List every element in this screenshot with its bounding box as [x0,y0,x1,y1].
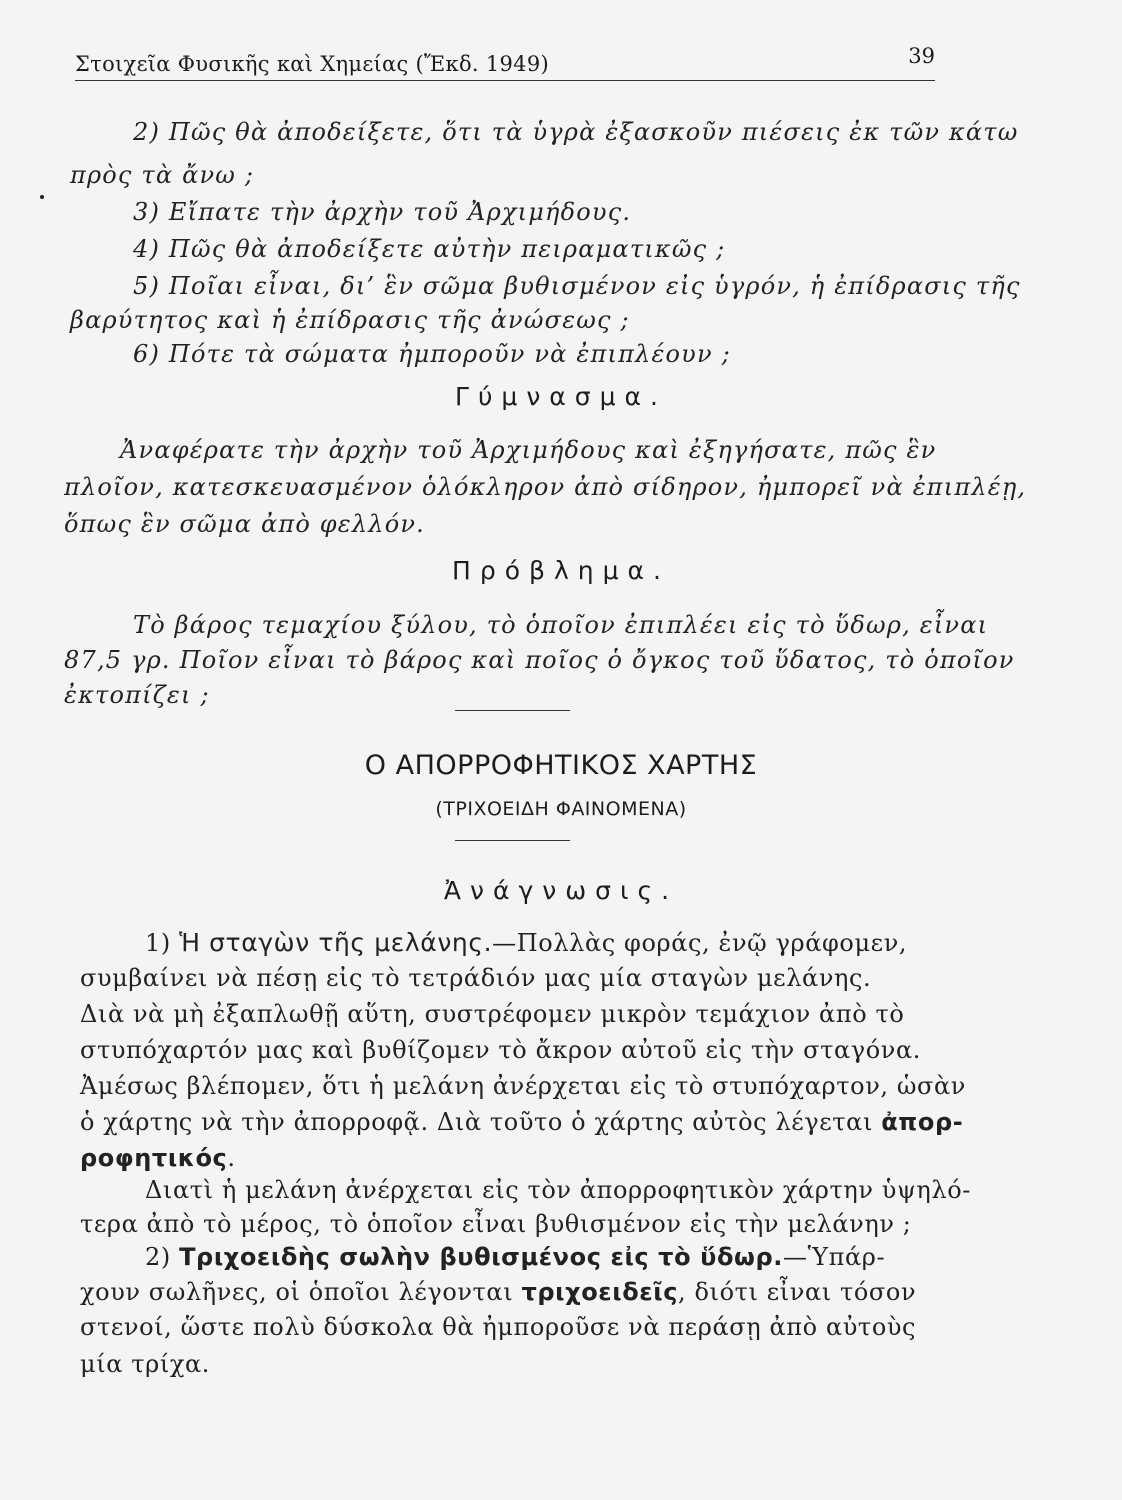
exercise-line-2: πλοῖον, κατεσκευασμένον ὁλόκληρον ἀπὸ σίδηρον, ἠμπορεῖ νὰ ἐπιπλέῃ, [64,473,1027,501]
reading-heading: Ἀνάγνωσις. [443,876,679,905]
paragraph-1-question-line-1: Διατὶ ἡ μελάνη ἀνέρχεται εἰς τὸν ἀπορροφητικὸν χάρτην ὑψηλό- [145,1176,971,1204]
paragraph-1-line-6-text: ὁ χάρτης νὰ τὴν ἀπορροφᾷ. Διὰ τοῦτο ὁ χάρτης αὐτὸς λέγεται [80,1108,882,1136]
paragraph-1-line-3: Διὰ νὰ μὴ ἐξαπλωθῇ αὕτη, συστρέφομεν μικρὸν τεμάχιον ἀπὸ τὸ [80,1000,905,1028]
paragraph-1-line-6 [0,1108,1122,1136]
paragraph-1-line-5: Ἀμέσως βλέπομεν, ὅτι ἡ μελάνη ἀνέρχεται εἰς τὸ στυπόχαρτον, ὡσὰν [80,1072,966,1100]
paragraph-2-line-2-end: , διότι εἶναι τόσον [678,1278,917,1306]
paragraph-1-line-1 [0,928,1122,957]
paragraph-1-line-6-bold: ἀπορ- [881,1108,964,1136]
problem-line-3: ἐκτοπίζει ; [64,681,210,709]
paragraph-2-line-2-start: χουν σωλῆνες, οἱ ὁποῖοι λέγονται [80,1278,522,1306]
exercise-line-3: ὅπως ἓν σῶμα ἀπὸ φελλόν. [64,510,425,538]
problem-heading: Πρόβλημα. [452,556,670,585]
running-header [75,44,935,82]
problem-line-2: 87,5 γρ. Ποῖον εἶναι τὸ βάρος καὶ ποῖος ὁ ὄγκος τοῦ ὕδατος, τὸ ὁποῖον [64,646,1015,674]
paragraph-1-number: 1) [145,929,180,957]
paragraph-1-line-2: συμβαίνει νὰ πέσῃ εἰς τὸ τετράδιόν μας μία σταγὼν μελάνης. [80,964,872,992]
question-5-line-1: 5) Ποῖαι εἶναι, δι’ ἓν σῶμα βυθισμένον εἰς ὑγρόν, ἡ ἐπίδρασις τῆς [133,272,1021,300]
paragraph-1-question-line-2: τερα ἀπὸ τὸ μέρος, τὸ ὁποῖον εἶναι βυθισμένον εἰς τὴν μελάνην ; [80,1210,912,1238]
exercise-line-1: Ἀναφέρατε τὴν ἀρχὴν τοῦ Ἀρχιμήδους καὶ ἐξηγήσατε, πῶς ἓν [120,436,937,464]
exercise-heading: Γύμνασμα. [455,382,667,411]
question-3: 3) Εἴπατε τὴν ἀρχὴν τοῦ Ἀρχιμήδους. [133,198,632,226]
paragraph-1-line-7 [0,1144,1122,1172]
question-2-line-2: πρὸς τὰ ἄνω ; [70,161,255,189]
paragraph-2-line-1-rest: —Ὑπάρ- [783,1243,886,1271]
paragraph-2-number: 2) [145,1243,180,1271]
page-number: 39 [908,44,935,68]
paragraph-2-line-2-bold: τριχοειδεῖς [521,1278,679,1306]
question-6: 6) Πότε τὰ σώματα ἠμποροῦν νὰ ἐπιπλέουν ; [133,340,731,368]
section-divider-top [455,710,570,711]
paragraph-1-line-7-end: . [227,1144,236,1172]
paragraph-2-title: Τριχοειδὴς σωλὴν βυθισμένος εἰς τὸ ὕδωρ. [179,1243,783,1271]
paragraph-1-title: Ἡ σταγὼν τῆς μελάνης. [179,928,493,957]
header-title: Στοιχεῖα Φυσικῆς καὶ Χημείας (Ἔκδ. 1949) [75,52,549,76]
paragraph-1-line-1-rest: —Πολλὰς φοράς, ἐνῷ γράφομεν, [492,929,908,957]
section-subtitle: (ΤΡΙΧΟΕΙΔΗ ΦΑΙΝΟΜΕΝΑ) [435,798,687,820]
paragraph-2-line-3: στενοί, ὥστε πολὺ δύσκολα θὰ ἠμποροῦσε νὰ περάσῃ ἀπὸ αὐτοὺς [80,1313,917,1341]
problem-line-1: Τὸ βάρος τεμαχίου ξύλου, τὸ ὁποῖον ἐπιπλέει εἰς τὸ ὕδωρ, εἶναι [133,611,989,639]
section-title: Ο ΑΠΟΡΡΟΦΗΤΙΚΟΣ ΧΑΡΤΗΣ [364,750,758,781]
header-rule [75,80,935,81]
paragraph-2-line-1 [0,1243,1122,1271]
paragraph-2-line-4: μία τρίχα. [80,1350,211,1378]
paragraph-1-line-4: στυπόχαρτόν μας καὶ βυθίζομεν τὸ ἄκρον αὐτοῦ εἰς τὴν σταγόνα. [80,1036,921,1064]
question-2-line-1: 2) Πῶς θὰ ἀποδείξετε, ὅτι τὰ ὑγρὰ ἐξασκοῦν πιέσεις ἐκ τῶν κάτω [133,118,1019,146]
paragraph-1-line-7-bold: ροφητικός [80,1144,228,1172]
question-5-line-2: βαρύτητος καὶ ἡ ἐπίδρασις τῆς ἀνώσεως ; [70,306,630,334]
section-divider-bottom [455,840,570,841]
question-4: 4) Πῶς θὰ ἀποδείξετε αὐτὴν πειραματικῶς ; [133,235,726,263]
paragraph-2-line-2 [0,1278,1122,1306]
